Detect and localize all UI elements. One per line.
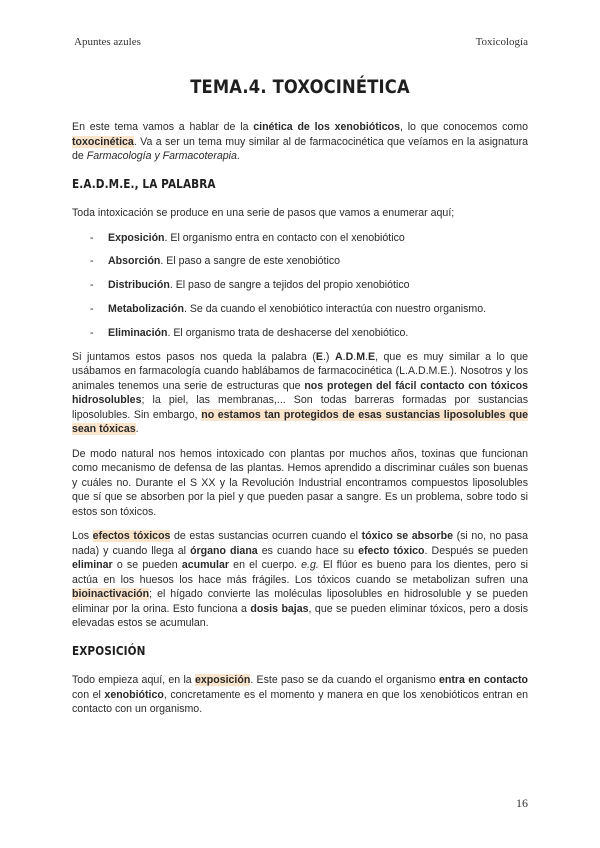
history-paragraph: De modo natural nos hemos intoxicado con plantas por muchos años, toxinas que funcionan como mecanismo de defensa de las plantas. Hemos aprendido a discriminar cuáles son buenas y cuáles no. Durante el S XX y la Revolución Industrial encontramos compuestos liposolubles que sí que se absorben por la piel y que pueden pasar a sangre. Es un problema, sobre todo si estos son tóxicos. [72, 447, 528, 518]
section-heading-exposicion: EXPOSICIÓN [72, 642, 146, 658]
page-number: 16 [516, 796, 528, 810]
list-item: - Distribución. El paso de sangre a tejidos del propio xenobiótico [90, 279, 410, 292]
document-body [72, 120, 528, 727]
list-item: - Absorción. El paso a sangre de este xenobiótico [90, 255, 341, 268]
list-item: - Exposición. El organismo entra en contacto con el xenobiótico [90, 231, 405, 244]
header-left: Apuntes azules [74, 36, 141, 48]
page-title: TEMA.4. TOXOCINÉTICA [190, 76, 410, 98]
exposure-paragraph: Todo empieza aquí, en la exposición. Este paso se da cuando el organismo entra en contacto con el xenobiótico, concretamente es el momento y manera en que los xenobióticos entran en contacto con un organismo. [72, 674, 528, 716]
section1-lead: Toda intoxicación se produce en una serie de pasos que vamos a enumerar aquí; [72, 207, 455, 219]
intro-paragraph: En este tema vamos a hablar de la cinética de los xenobióticos, lo que conocemos como toxocinética. Va a ser un tema muy similar al de farmacocinética que veíamos en la asignatura de Farmacología y Farmacoterapia. [72, 121, 529, 162]
eadme-paragraph: Si juntamos estos pasos nos queda la palabra (E.) A.D.M.E, que es muy similar a lo que usábamos en farmacología cuando hablábamos de farmacocinética (L.A.D.M.E.). Nosotros y los animales tenemos una serie de estructuras que nos protegen del fácil contacto con tóxicos hidrosolubles; la piel, las membranas,... Son todas barreras formadas por sustancias liposolubles. Sin embargo, no estamos tan protegidos de esas sustancias liposolubles que sean tóxicas. [72, 350, 529, 436]
section-heading-eadme: E.A.D.M.E., LA PALABRA [72, 175, 216, 191]
toxic-effects-paragraph: Los efectos tóxicos de estas sustancias ocurren cuando el tóxico se absorbe (si no, no pasa nada) y cuando llega al órgano diana es cuando hace su efecto tóxico. Después se pueden eliminar o se pueden acumular en el cuerpo. e.g. El flúor es bueno para los dientes, pero si actúa en los huesos los hace más frágiles. Los tóxicos cuando se metabolizan sufren una bioinactivación; el hígado convierte las moléculas liposolubles en hidrosoluble y se pueden eliminar por la orina. Esto funciona a dosis bajas, que se pueden eliminar tóxicos, pero a dosis elevadas estos se acumulan. [72, 530, 529, 630]
list-item: - Metabolización. Se da cuando el xenobiótico interactúa con nuestro organismo. [90, 303, 487, 316]
steps-list [72, 231, 528, 341]
header-right: Toxicología [475, 36, 528, 48]
list-item: - Eliminación. El organismo trata de deshacerse del xenobiótico. [90, 327, 409, 340]
